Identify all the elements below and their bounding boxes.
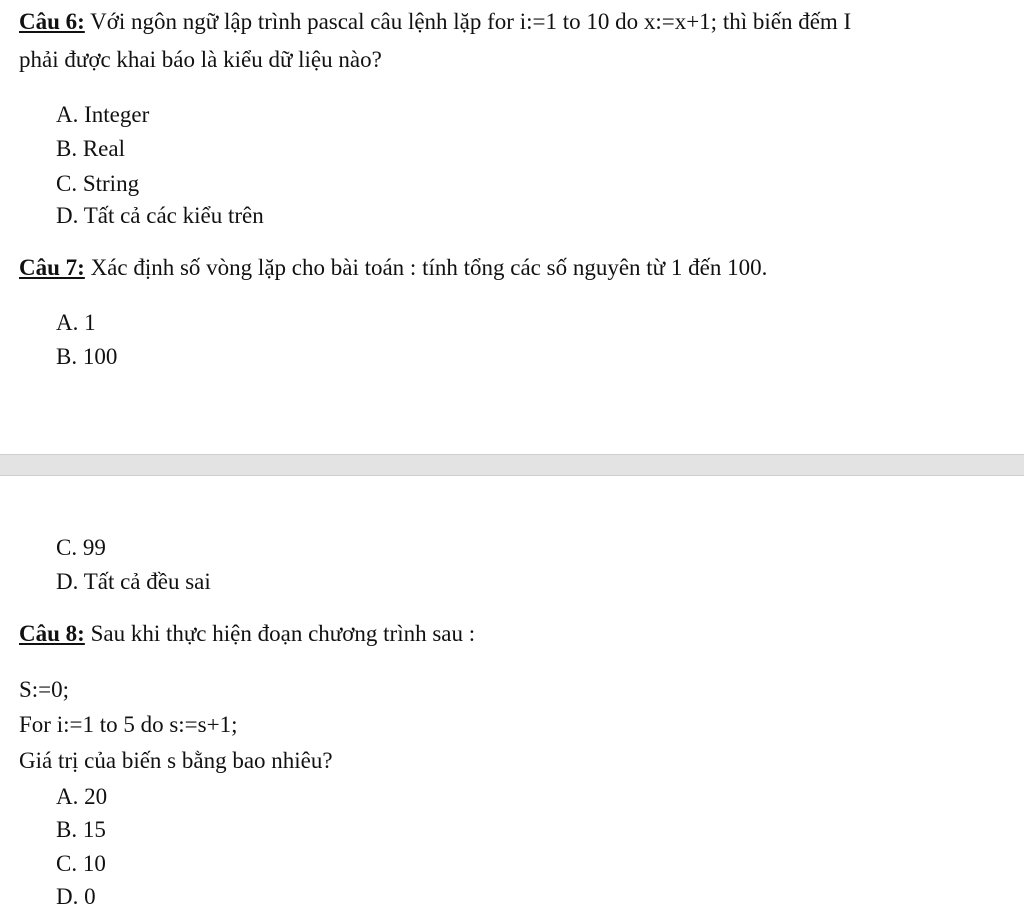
page-break	[0, 454, 1024, 476]
question-8-line	[19, 619, 475, 649]
q6-option-d: D. Tất cả các kiểu trên	[56, 203, 264, 228]
question-7-text: Xác định số vòng lặp cho bài toán : tính tổng các số nguyên từ 1 đến 100.	[84, 255, 768, 280]
q8-option-a: A. 20	[56, 784, 108, 809]
question-7-line	[19, 253, 767, 283]
q7-option-b: B. 100	[56, 344, 118, 369]
question-6-text: Với ngôn ngữ lập trình pascal câu lệnh lặp for i:=1 to 10 do x:=x+1; thì biến đếm I	[84, 9, 852, 34]
q7-option-c: C. 99	[56, 535, 106, 560]
q8-option-c: C. 10	[56, 851, 106, 876]
question-8-label: Câu 8:	[19, 621, 85, 646]
q7-option-a: A. 1	[56, 310, 96, 335]
q6-option-c: C. String	[56, 171, 140, 196]
question-6-text-line-2: phải được khai báo là kiểu dữ liệu nào?	[19, 47, 382, 72]
code-line-1: S:=0;	[19, 677, 70, 702]
q8-option-d: D. 0	[56, 884, 96, 909]
question-8-prompt: Giá trị của biến s bằng bao nhiêu?	[19, 748, 333, 773]
question-8-text: Sau khi thực hiện đoạn chương trình sau :	[84, 621, 476, 646]
question-7-label: Câu 7:	[19, 255, 85, 280]
q8-option-b: B. 15	[56, 817, 106, 842]
question-6-label: Câu 6:	[19, 9, 85, 34]
q7-option-d: D. Tất cả đều sai	[56, 569, 211, 594]
code-line-2: For i:=1 to 5 do s:=s+1;	[19, 712, 238, 737]
question-6-line-1	[19, 7, 851, 37]
q6-option-a: A. Integer	[56, 102, 150, 127]
q6-option-b: B. Real	[56, 136, 125, 161]
